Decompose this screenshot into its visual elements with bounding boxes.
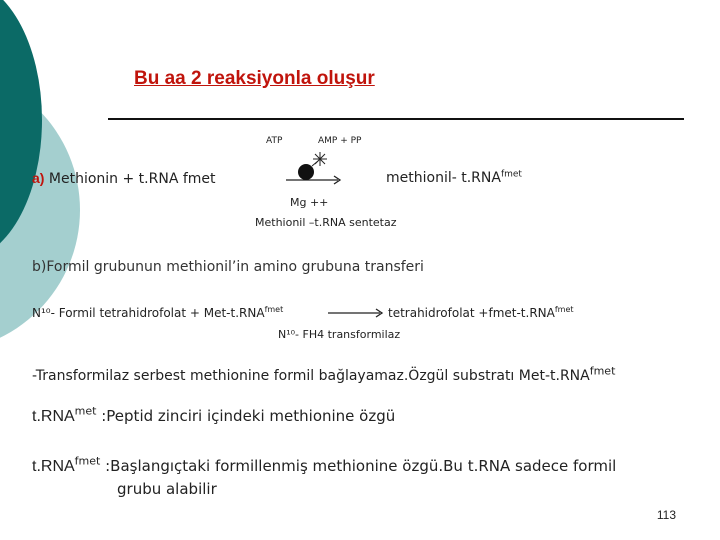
reaction-a-right bbox=[386, 170, 522, 186]
definition-fmet-text-2: grubu alabilir bbox=[117, 480, 217, 498]
burst-icon bbox=[312, 152, 327, 166]
definition-met-sup: met bbox=[74, 404, 97, 418]
mg-label: Mg ++ bbox=[290, 196, 329, 209]
definition-met-text: Peptid zinciri içindeki methionine özgü bbox=[106, 407, 396, 425]
slide-title: Bu aa 2 reaksiyonla oluşur bbox=[134, 68, 375, 89]
reaction-a-left bbox=[32, 170, 216, 187]
reaction-a-product-sup: fmet bbox=[500, 169, 522, 180]
definition-met-term: t.RNA bbox=[32, 408, 75, 425]
transformilaz-note bbox=[32, 364, 616, 384]
reaction-b-product-sup: fmet bbox=[554, 305, 574, 314]
definition-fmet-sup: fmet bbox=[74, 454, 101, 468]
definition-met bbox=[32, 406, 395, 426]
reaction-a-marker: a) bbox=[32, 170, 45, 186]
enzyme-b-label: N¹⁰- FH4 transformilaz bbox=[278, 328, 401, 341]
reaction-b-reactants-sup: fmet bbox=[264, 305, 284, 314]
definition-fmet-term: t.RNA bbox=[32, 458, 75, 475]
transformilaz-note-sup: fmet bbox=[589, 364, 616, 378]
definition-fmet-colon: : bbox=[100, 457, 111, 475]
reaction-b-arrow bbox=[326, 306, 384, 320]
definition-met-colon: : bbox=[96, 407, 107, 425]
reaction-b-right bbox=[388, 306, 574, 320]
definition-fmet-text-1: Başlangıçtaki formillenmiş methionine özgü.Bu t.RNA sadece formil bbox=[110, 457, 617, 475]
amp-pp-label: AMP + PP bbox=[318, 136, 362, 146]
reaction-a-reactants: Methionin + t.RNA fmet bbox=[48, 171, 216, 187]
reaction-a-arrow bbox=[282, 150, 344, 190]
reaction-b-reactants: N¹⁰- Formil tetrahidrofolat + Met-t.RNA bbox=[32, 306, 265, 320]
reaction-b-product: tetrahidrofolat +fmet-t.RNA bbox=[388, 306, 555, 320]
title-rule bbox=[108, 118, 684, 120]
enzyme-a-label: Methionil –t.RNA sentetaz bbox=[255, 216, 397, 229]
bomb-icon bbox=[298, 164, 314, 180]
atp-label: ATP bbox=[266, 136, 283, 146]
definition-fmet bbox=[32, 456, 616, 476]
transformilaz-note-text: -Transformilaz serbest methionine formil bağlayamaz.Özgül substratı Met-t.RNA bbox=[32, 368, 590, 384]
reaction-b-left bbox=[32, 306, 283, 320]
page-number: 113 bbox=[656, 508, 676, 522]
line-b: b)Formil grubunun methionil’in amino grubuna transferi bbox=[32, 259, 424, 275]
reaction-a-product: methionil- t.RNA bbox=[386, 170, 501, 186]
